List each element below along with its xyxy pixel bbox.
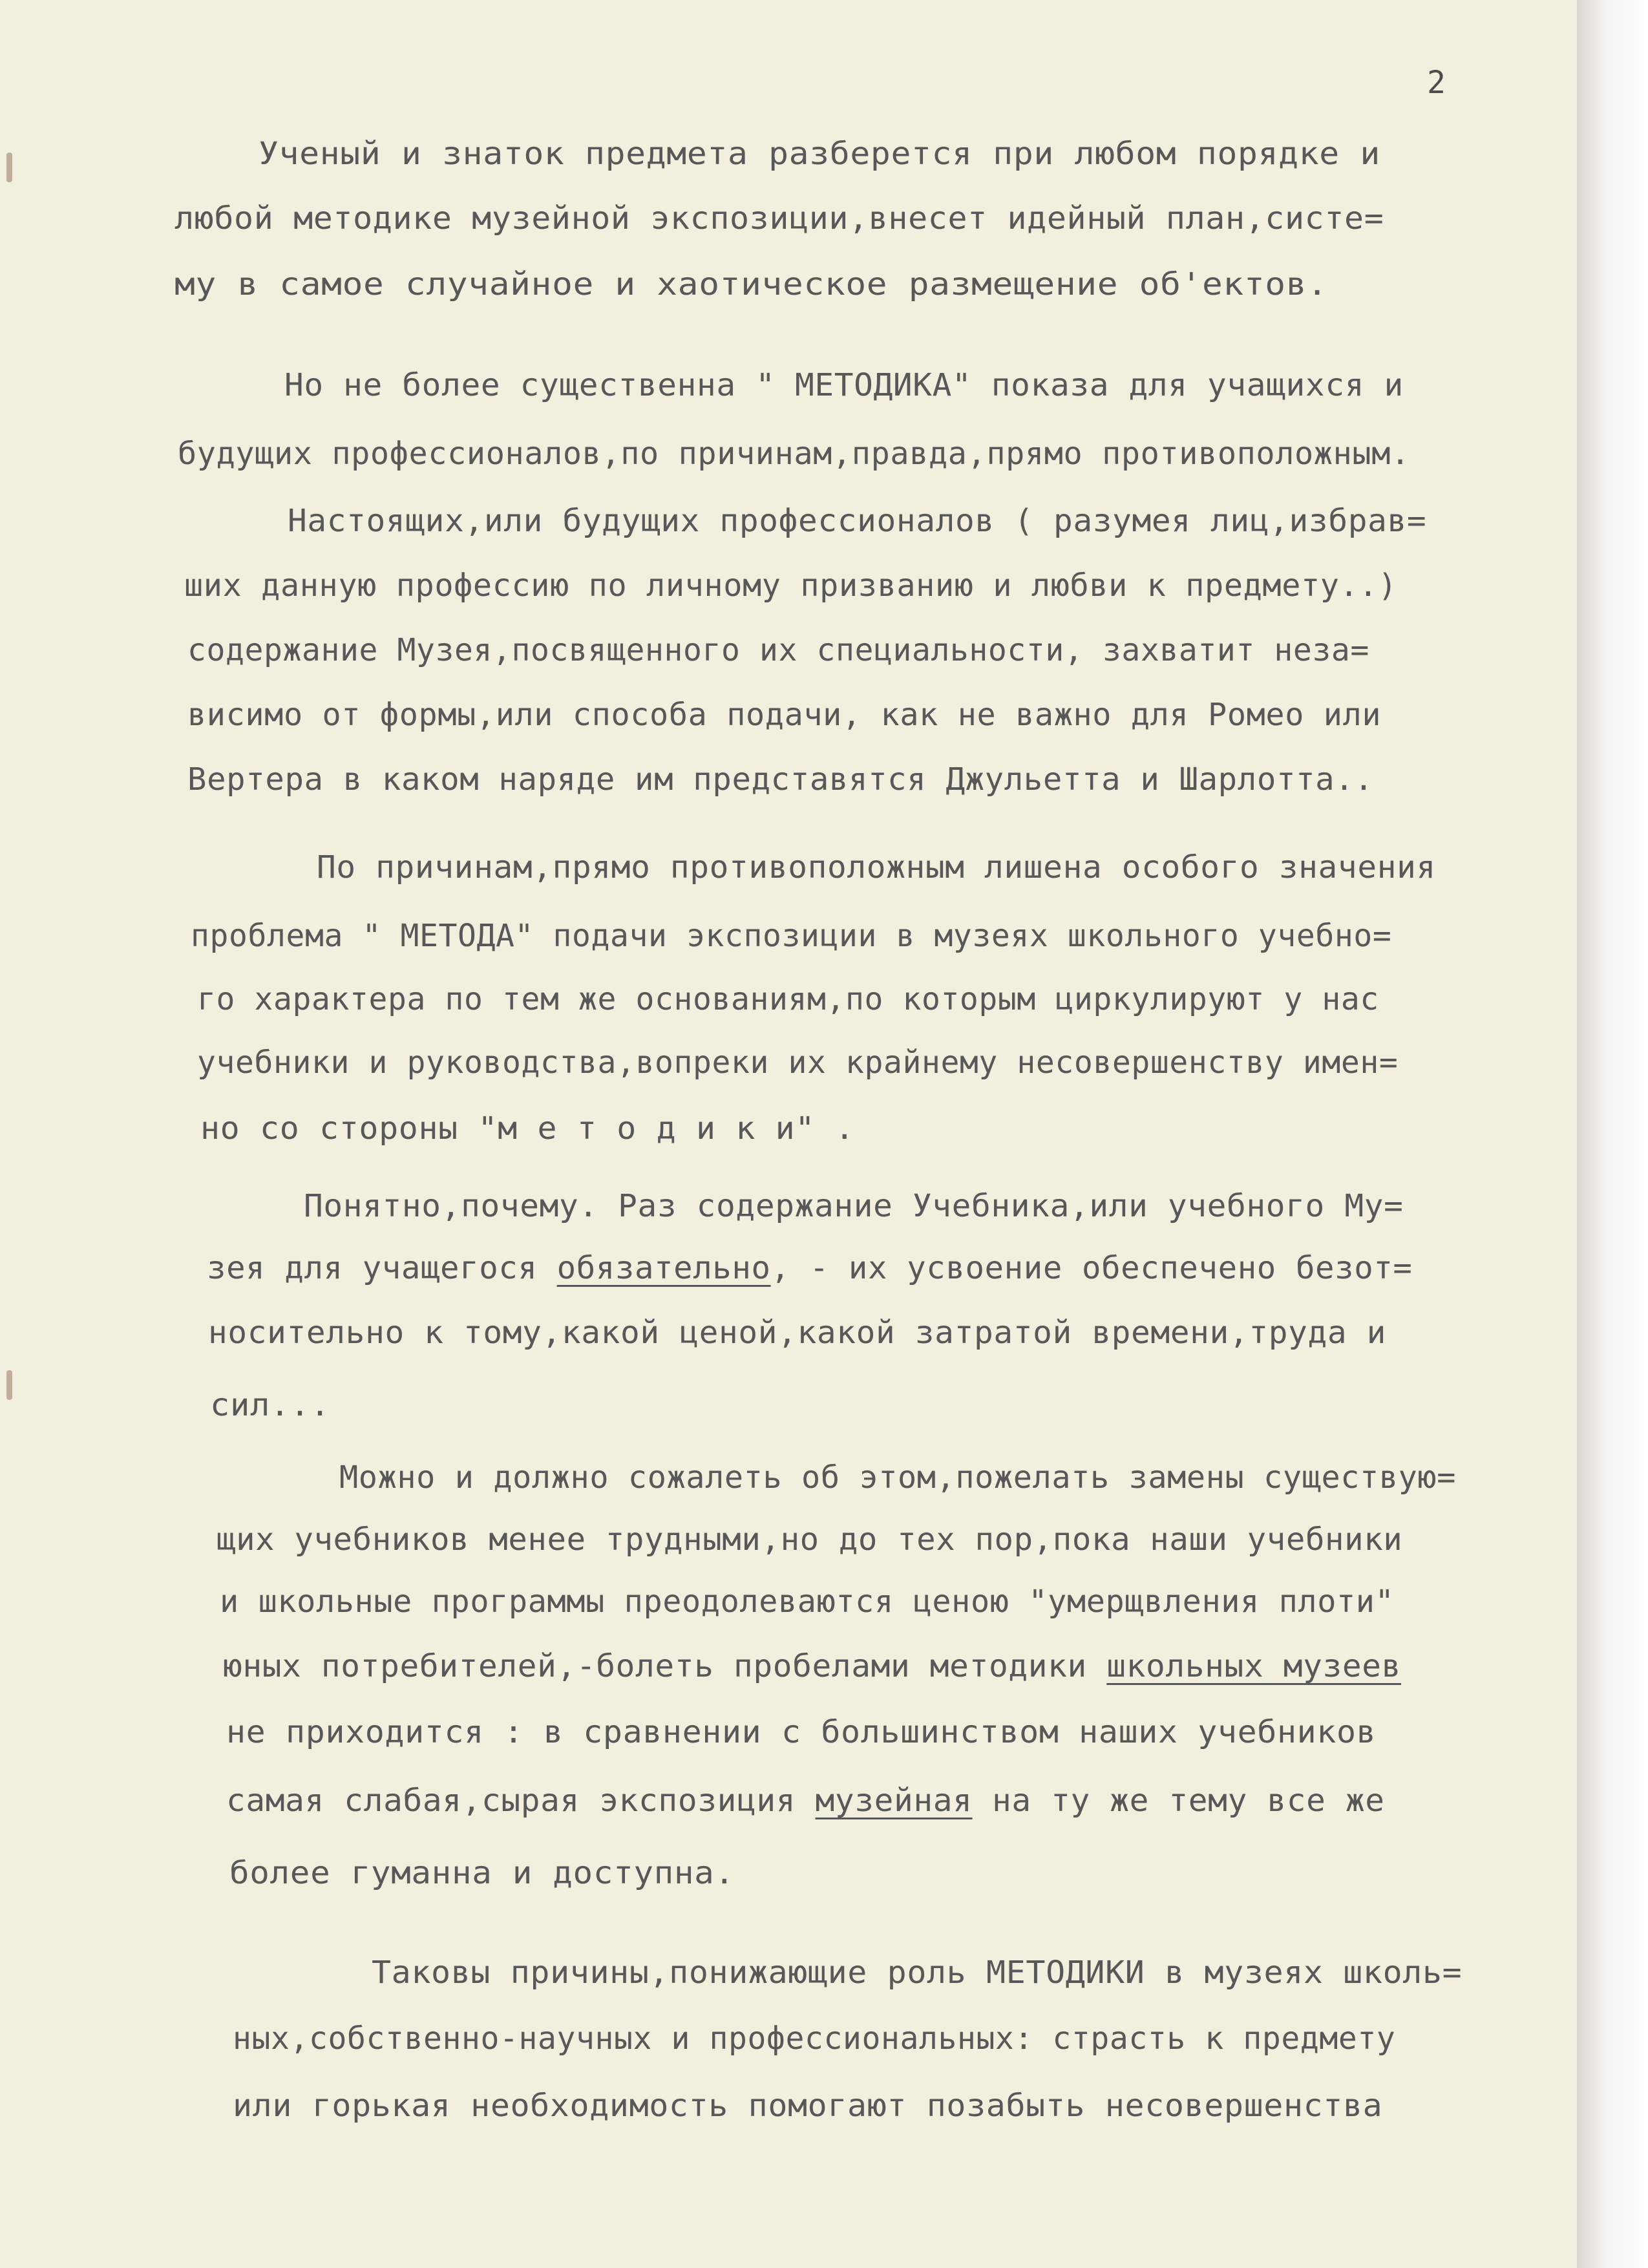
binding-mark [6, 153, 12, 182]
text-segment: на ту же тему все же [972, 1783, 1385, 1819]
text-line: Ученый и знаток предмета разберется при любом порядке и [259, 136, 1380, 172]
text-line: висимо от формы,или способа подачи, как не важно для Ромео или [187, 697, 1382, 733]
text-line: не приходится : в сравнении с большинством наших учебников [226, 1714, 1377, 1750]
text-line: любой методике музейной экспозиции,внесет идейный план,систе= [174, 200, 1384, 237]
text-line: щих учебников менее трудными,но до тех пор,пока наши учебники [217, 1521, 1403, 1558]
text-line: Но не более существенна " МЕТОДИКА" показа для учащихся и [284, 367, 1404, 403]
underlined-word: обязательно [556, 1250, 771, 1286]
text-line: Вертера в каком наряде им представятся Джульетта и Шарлотта.. [187, 761, 1374, 798]
text-segment: зея для учащегося [207, 1250, 557, 1286]
text-line: По причинам,прямо противоположным лишена особого значения [317, 849, 1436, 885]
text-line: или горькая необходимость помогают позабыть несовершенства [233, 2088, 1383, 2124]
binding-mark [6, 1370, 12, 1400]
text-segment: , - их усвоение обеспечено безот= [770, 1250, 1413, 1286]
text-line: проблема " МЕТОДА" подачи экспозиции в музеях школьного учебно= [191, 918, 1392, 954]
page-edge-background [1577, 0, 1648, 2268]
text-line: Понятно,почему. Раз содержание Учебника,или учебного Му= [304, 1188, 1404, 1224]
underlined-word: музейная [815, 1783, 973, 1819]
text-line [207, 1249, 1413, 1288]
text-line: носительно к тому,какой ценой,какой затратой времени,труда и [208, 1315, 1387, 1351]
text-line: сил... [210, 1387, 330, 1423]
text-line: Таковы причины,понижающие роль МЕТОДИКИ в музеях школь= [372, 1955, 1463, 1991]
text-line: но со стороны "м е т о д и к и" . [200, 1110, 855, 1147]
page-number: 2 [1427, 65, 1446, 101]
text-line: го характера по тем же основаниям,по которым циркулируют у нас [197, 981, 1379, 1017]
text-segment: самая слабая,сырая экспозиция [226, 1783, 816, 1819]
text-line: содержание Музея,посвященного их специальности, захватит неза= [187, 632, 1369, 668]
text-segment: юных потребителей,-болеть пробелами методики [223, 1648, 1107, 1684]
text-line: Настоящих,или будущих профессионалов ( разумея лиц,избрав= [288, 503, 1427, 539]
text-line [226, 1781, 1385, 1820]
text-line: учебники и руководства,вопреки их крайнему несовершенству имен= [197, 1044, 1399, 1081]
text-line: Можно и должно сожалеть об этом,пожелать замены существую= [339, 1459, 1457, 1496]
text-line: ных,собственно-научных и профессиональных: страсть к предмету [233, 2020, 1396, 2057]
text-line: более гуманна и доступна. [229, 1855, 735, 1891]
text-line: му в самое случайное и хаотическое размещение об'ектов. [174, 266, 1328, 302]
text-line [223, 1647, 1401, 1686]
text-line: ших данную профессию по личному призванию и любви к предмету..) [184, 567, 1397, 604]
text-line: и школьные программы преодолеваются ценою "умерщвления плоти" [220, 1584, 1395, 1620]
underlined-phrase: школьных музеев [1106, 1648, 1402, 1684]
text-line: будущих профессионалов,по причинам,правда,прямо противоположным. [178, 436, 1410, 472]
